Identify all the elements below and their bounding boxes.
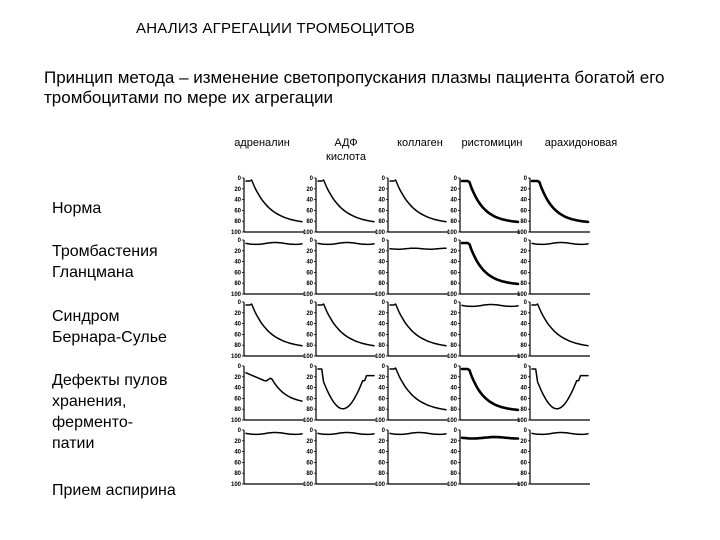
y-tick-label: 100 (374, 292, 385, 298)
aggregation-curve (462, 369, 518, 410)
curve-cell (231, 176, 304, 236)
y-tick-label: 80 (450, 407, 457, 414)
y-tick-label: 20 (234, 186, 241, 193)
y-tick-label: 80 (450, 471, 457, 478)
y-tick-label: 40 (520, 321, 527, 328)
y-tick-label: 20 (520, 186, 527, 193)
curve-cell (517, 364, 590, 424)
y-tick-label: 100 (230, 482, 241, 488)
y-tick-label: 0 (309, 364, 313, 370)
curve-cell (303, 238, 376, 298)
y-tick-label: 60 (450, 208, 457, 215)
y-tick-label: 0 (453, 176, 457, 182)
y-tick-label: 20 (234, 374, 241, 381)
agonist-label-adrenaline: адреналин (234, 137, 290, 149)
y-tick-label: 100 (516, 354, 527, 360)
y-tick-label: 80 (378, 407, 385, 414)
y-tick-label: 40 (306, 259, 313, 266)
y-tick-label: 0 (381, 428, 385, 434)
curve-cell (303, 300, 376, 360)
aggregation-curve (532, 433, 588, 435)
y-tick-label: 60 (378, 270, 385, 277)
condition-label-norm: Норма (52, 200, 102, 217)
y-tick-label: 100 (446, 482, 457, 488)
y-tick-label: 60 (450, 270, 457, 277)
condition-label-glanzmann: Тромбастения Гланцмана (52, 243, 158, 281)
y-tick-label: 60 (520, 208, 527, 215)
y-tick-label: 60 (520, 270, 527, 277)
y-tick-label: 80 (520, 471, 527, 478)
y-tick-label: 40 (234, 321, 241, 328)
y-tick-label: 20 (520, 374, 527, 381)
y-tick-label: 20 (234, 438, 241, 445)
aggregation-curve (318, 433, 374, 435)
aggregation-curve (532, 243, 588, 245)
aggregation-curve (532, 304, 588, 346)
curve-cell (375, 238, 448, 298)
curve-cell (517, 428, 590, 488)
aggregation-curve (246, 373, 302, 401)
y-tick-label: 40 (450, 385, 457, 392)
y-tick-label: 20 (234, 248, 241, 255)
y-tick-label: 0 (309, 176, 313, 182)
y-tick-label: 100 (446, 354, 457, 360)
aggregation-curve (318, 243, 374, 245)
y-tick-label: 60 (450, 332, 457, 339)
aggregation-curve (246, 304, 302, 346)
y-tick-label: 100 (302, 482, 313, 488)
y-tick-label: 20 (378, 374, 385, 381)
y-tick-label: 40 (450, 321, 457, 328)
y-tick-label: 40 (378, 197, 385, 204)
y-tick-label: 40 (378, 449, 385, 456)
curve-cell (447, 300, 520, 360)
curve-cell (303, 176, 376, 236)
y-tick-label: 40 (378, 385, 385, 392)
y-tick-label: 0 (381, 300, 385, 306)
curve-cell (447, 428, 520, 488)
agonist-label-adp: АДФ кислота (326, 137, 366, 163)
y-tick-label: 100 (230, 418, 241, 424)
y-tick-label: 0 (523, 428, 527, 434)
y-tick-label: 100 (302, 418, 313, 424)
curve-cell (447, 364, 520, 424)
y-tick-label: 80 (378, 343, 385, 350)
aggregation-curve (462, 305, 518, 307)
y-tick-label: 60 (306, 460, 313, 467)
y-tick-label: 0 (453, 364, 457, 370)
y-tick-label: 80 (306, 343, 313, 350)
y-tick-label: 100 (302, 292, 313, 298)
curve-cell (231, 428, 304, 488)
y-tick-label: 60 (520, 332, 527, 339)
y-tick-label: 40 (234, 259, 241, 266)
curve-cell (375, 364, 448, 424)
y-tick-label: 40 (234, 449, 241, 456)
aggregation-curve (246, 243, 302, 245)
condition-label-bernard-soulier: Синдром Бернара-Сулье (52, 308, 167, 346)
curve-cell (517, 238, 590, 298)
y-tick-label: 20 (306, 438, 313, 445)
y-tick-label: 0 (309, 300, 313, 306)
curve-cell (231, 364, 304, 424)
y-tick-label: 20 (520, 248, 527, 255)
curve-cell (375, 428, 448, 488)
y-tick-label: 0 (381, 176, 385, 182)
aggregation-curve (462, 243, 518, 284)
y-tick-label: 0 (309, 238, 313, 244)
y-tick-label: 60 (234, 270, 241, 277)
y-tick-label: 60 (234, 460, 241, 467)
y-tick-label: 80 (520, 281, 527, 288)
y-tick-label: 80 (306, 407, 313, 414)
page-title: АНАЛИЗ АГРЕГАЦИИ ТРОМБОЦИТОВ (136, 20, 416, 37)
y-tick-label: 100 (302, 354, 313, 360)
y-tick-label: 20 (450, 310, 457, 317)
aggregation-curve (532, 369, 588, 409)
y-tick-label: 40 (234, 197, 241, 204)
y-tick-label: 80 (378, 471, 385, 478)
y-tick-label: 0 (453, 300, 457, 306)
y-tick-label: 0 (237, 176, 241, 182)
aggregation-curve (318, 304, 374, 346)
y-tick-label: 100 (230, 354, 241, 360)
y-tick-label: 40 (520, 385, 527, 392)
curve-cell (447, 238, 520, 298)
y-tick-label: 40 (306, 449, 313, 456)
y-tick-label: 100 (230, 230, 241, 236)
y-tick-label: 20 (450, 374, 457, 381)
y-tick-label: 60 (378, 208, 385, 215)
y-tick-label: 80 (450, 281, 457, 288)
y-tick-label: 0 (523, 238, 527, 244)
y-tick-label: 80 (234, 281, 241, 288)
condition-label-storage-pool: Дефекты пулов хранения, ферменто- патии (52, 372, 168, 452)
y-tick-label: 40 (520, 259, 527, 266)
y-tick-label: 20 (234, 310, 241, 317)
y-tick-label: 0 (453, 238, 457, 244)
y-tick-label: 40 (306, 385, 313, 392)
y-tick-label: 20 (306, 186, 313, 193)
y-tick-label: 100 (374, 482, 385, 488)
curve-cell (303, 364, 376, 424)
y-tick-label: 20 (306, 248, 313, 255)
y-tick-label: 60 (520, 396, 527, 403)
y-tick-label: 40 (234, 385, 241, 392)
y-tick-label: 20 (378, 310, 385, 317)
y-tick-label: 40 (450, 449, 457, 456)
y-tick-label: 0 (523, 300, 527, 306)
y-tick-label: 0 (237, 428, 241, 434)
y-tick-label: 80 (234, 219, 241, 226)
aggregation-curve (390, 180, 446, 222)
y-tick-label: 60 (378, 332, 385, 339)
curve-cell (375, 300, 448, 360)
y-tick-label: 40 (450, 259, 457, 266)
y-tick-label: 20 (520, 310, 527, 317)
y-tick-label: 100 (446, 292, 457, 298)
curve-cell (517, 300, 590, 360)
aggregation-curve (390, 433, 446, 435)
y-tick-label: 20 (520, 438, 527, 445)
y-tick-label: 80 (378, 219, 385, 226)
y-tick-label: 0 (237, 238, 241, 244)
y-tick-label: 60 (306, 208, 313, 215)
y-tick-label: 80 (450, 219, 457, 226)
y-tick-label: 80 (520, 343, 527, 350)
y-tick-label: 20 (306, 310, 313, 317)
y-tick-label: 20 (450, 186, 457, 193)
y-tick-label: 80 (450, 343, 457, 350)
y-tick-label: 40 (378, 321, 385, 328)
y-tick-label: 0 (237, 300, 241, 306)
y-tick-label: 60 (378, 396, 385, 403)
y-tick-label: 80 (378, 281, 385, 288)
y-tick-label: 100 (302, 230, 313, 236)
y-tick-label: 60 (306, 270, 313, 277)
y-tick-label: 100 (516, 418, 527, 424)
y-tick-label: 80 (234, 471, 241, 478)
y-tick-label: 60 (450, 396, 457, 403)
y-tick-label: 80 (520, 219, 527, 226)
aggregation-curve (246, 433, 302, 435)
y-tick-label: 20 (306, 374, 313, 381)
curve-cell (447, 176, 520, 236)
y-tick-label: 60 (234, 332, 241, 339)
y-tick-label: 100 (230, 292, 241, 298)
y-tick-label: 100 (516, 482, 527, 488)
y-tick-label: 0 (523, 364, 527, 370)
y-tick-label: 0 (453, 428, 457, 434)
agonist-label-ristocetin: ристомицин (461, 137, 523, 149)
y-tick-label: 0 (381, 238, 385, 244)
agonist-label-collagen: коллаген (397, 137, 443, 149)
y-tick-label: 80 (306, 471, 313, 478)
aggregation-curve (532, 181, 588, 222)
y-tick-label: 0 (523, 176, 527, 182)
y-tick-label: 60 (450, 460, 457, 467)
curve-cell (303, 428, 376, 488)
y-tick-label: 20 (378, 248, 385, 255)
y-tick-label: 100 (446, 418, 457, 424)
condition-label-aspirin: Прием аспирина (52, 482, 176, 499)
y-tick-label: 60 (378, 460, 385, 467)
curve-cell (231, 238, 304, 298)
y-tick-label: 0 (237, 364, 241, 370)
y-tick-label: 100 (516, 292, 527, 298)
y-tick-label: 80 (234, 407, 241, 414)
y-tick-label: 80 (306, 219, 313, 226)
y-tick-label: 40 (306, 321, 313, 328)
y-tick-label: 100 (374, 354, 385, 360)
y-tick-label: 100 (516, 230, 527, 236)
y-tick-label: 40 (378, 259, 385, 266)
y-tick-label: 60 (520, 460, 527, 467)
curve-cell (375, 176, 448, 236)
y-tick-label: 40 (520, 449, 527, 456)
y-tick-label: 40 (450, 197, 457, 204)
aggregation-curve (246, 180, 302, 222)
y-tick-label: 20 (378, 186, 385, 193)
y-tick-label: 100 (374, 418, 385, 424)
y-tick-label: 60 (306, 332, 313, 339)
aggregation-curve (390, 368, 446, 410)
y-tick-label: 20 (450, 438, 457, 445)
aggregation-curve (390, 304, 446, 346)
aggregation-curve (390, 248, 446, 249)
method-principle: Принцип метода – изменение светопропускания плазмы пациента богатой его тромбоцитами по мере их агрегации (44, 68, 665, 107)
y-tick-label: 40 (520, 197, 527, 204)
curve-cell (517, 176, 590, 236)
y-tick-label: 0 (309, 428, 313, 434)
y-tick-label: 100 (374, 230, 385, 236)
y-tick-label: 60 (306, 396, 313, 403)
y-tick-label: 80 (306, 281, 313, 288)
y-tick-label: 20 (378, 438, 385, 445)
y-tick-label: 100 (446, 230, 457, 236)
y-tick-label: 60 (234, 396, 241, 403)
y-tick-label: 0 (381, 364, 385, 370)
aggregation-curve (462, 181, 518, 222)
y-tick-label: 80 (234, 343, 241, 350)
agonist-label-arachidonic: арахидоновая (544, 137, 618, 149)
aggregation-curve (318, 180, 374, 222)
y-tick-label: 40 (306, 197, 313, 204)
y-tick-label: 80 (520, 407, 527, 414)
curve-cell (231, 300, 304, 360)
y-tick-label: 20 (450, 248, 457, 255)
aggregation-curve (318, 369, 374, 409)
y-tick-label: 60 (234, 208, 241, 215)
aggregation-curve (462, 437, 518, 439)
